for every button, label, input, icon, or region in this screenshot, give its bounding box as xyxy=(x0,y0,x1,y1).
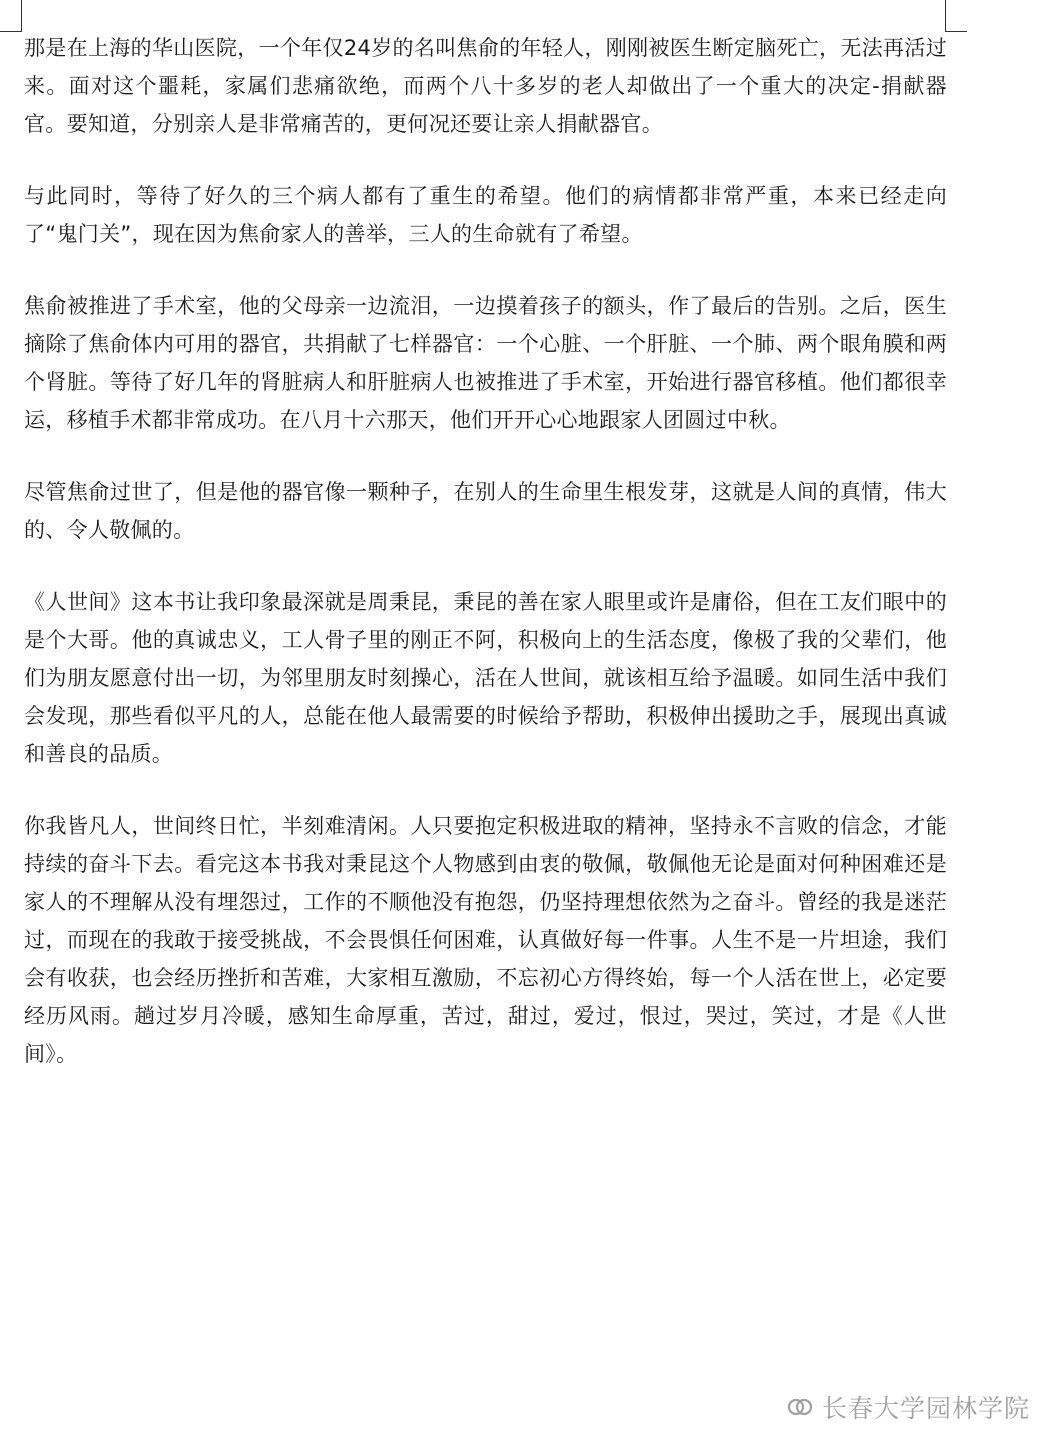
crop-mark-top-left-horizontal xyxy=(0,31,22,32)
paragraph: 那是在上海的华山医院，一个年仅24岁的名叫焦俞的年轻人，刚刚被医生断定脑死亡，无法再活过来。面对这个噩耗，家属们悲痛欲绝，而两个八十多岁的老人却做出了一个重大的决定-捐献器官。要知道，分别亲人是非常痛苦的，更何况还要让亲人捐献器官。 xyxy=(24,36,947,136)
paragraph: 你我皆凡人，世间终日忙，半刻难清闲。人只要抱定积极进取的精神，坚持永不言败的信念，才能持续的奋斗下去。看完这本书我对秉昆这个人物感到由衷的敬佩，敬佩他无论是面对何种困难还是家人的不理解从没有埋怨过，工作的不顺他没有抱怨，仍坚持理想依然为之奋斗。曾经的我是迷茫过，而现在的我敢于接受挑战，不会畏惧任何困难，认真做好每一件事。人生不是一片坦途，我们会有收获，也会经历挫折和苦难，大家相互激励，不忘初心方得终始，每一个人活在世上，必定要经历风雨。趟过岁月冷暖，感知生命厚重，苦过，甜过，爱过，恨过，哭过，笑过，才是《人世间》。 xyxy=(24,814,947,1066)
crop-mark-top-right-horizontal xyxy=(945,31,967,32)
watermark xyxy=(786,1387,1030,1427)
watermark-text: 长春大学园林学院 xyxy=(822,1394,1031,1423)
paragraph: 焦俞被推进了手术室，他的父母亲一边流泪，一边摸着孩子的额头，作了最后的告别。之后，医生摘除了焦俞体内可用的器官，共捐献了七样器官：一个心脏、一个肝脏、一个肺、两个眼角膜和两个肾脏。等待了好几年的肾脏病人和肝脏病人也被推进了手术室，开始进行器官移植。他们都很幸运，移植手术都非常成功。在八月十六那天，他们开开心心地跟家人团圆过中秋。 xyxy=(24,294,947,432)
document-body xyxy=(24,29,947,1107)
paragraph: 尽管焦俞过世了，但是他的器官像一颗种子，在别人的生命里生根发芽，这就是人间的真情，伟大的、令人敬佩的。 xyxy=(24,480,947,542)
crop-mark-top-left xyxy=(21,0,22,32)
paragraph: 与此同时，等待了好久的三个病人都有了重生的希望。他们的病情都非常严重，本来已经走向了“鬼门关”，现在因为焦俞家人的善举，三人的生命就有了希望。 xyxy=(24,184,947,246)
wechat-channel-icon xyxy=(786,1393,814,1421)
crop-mark-top-right xyxy=(945,0,946,32)
paragraph: 《人世间》这本书让我印象最深就是周秉昆，秉昆的善在家人眼里或许是庸俗，但在工友们眼中的是个大哥。他的真诚忠义，工人骨子里的刚正不阿，积极向上的生活态度，像极了我的父辈们，他们为朋友愿意付出一切，为邻里朋友时刻操心，活在人世间，就该相互给予温暖。如同生活中我们会发现，那些看似平凡的人，总能在他人最需要的时候给予帮助，积极伸出援助之手，展现出真诚和善良的品质。 xyxy=(24,590,947,766)
